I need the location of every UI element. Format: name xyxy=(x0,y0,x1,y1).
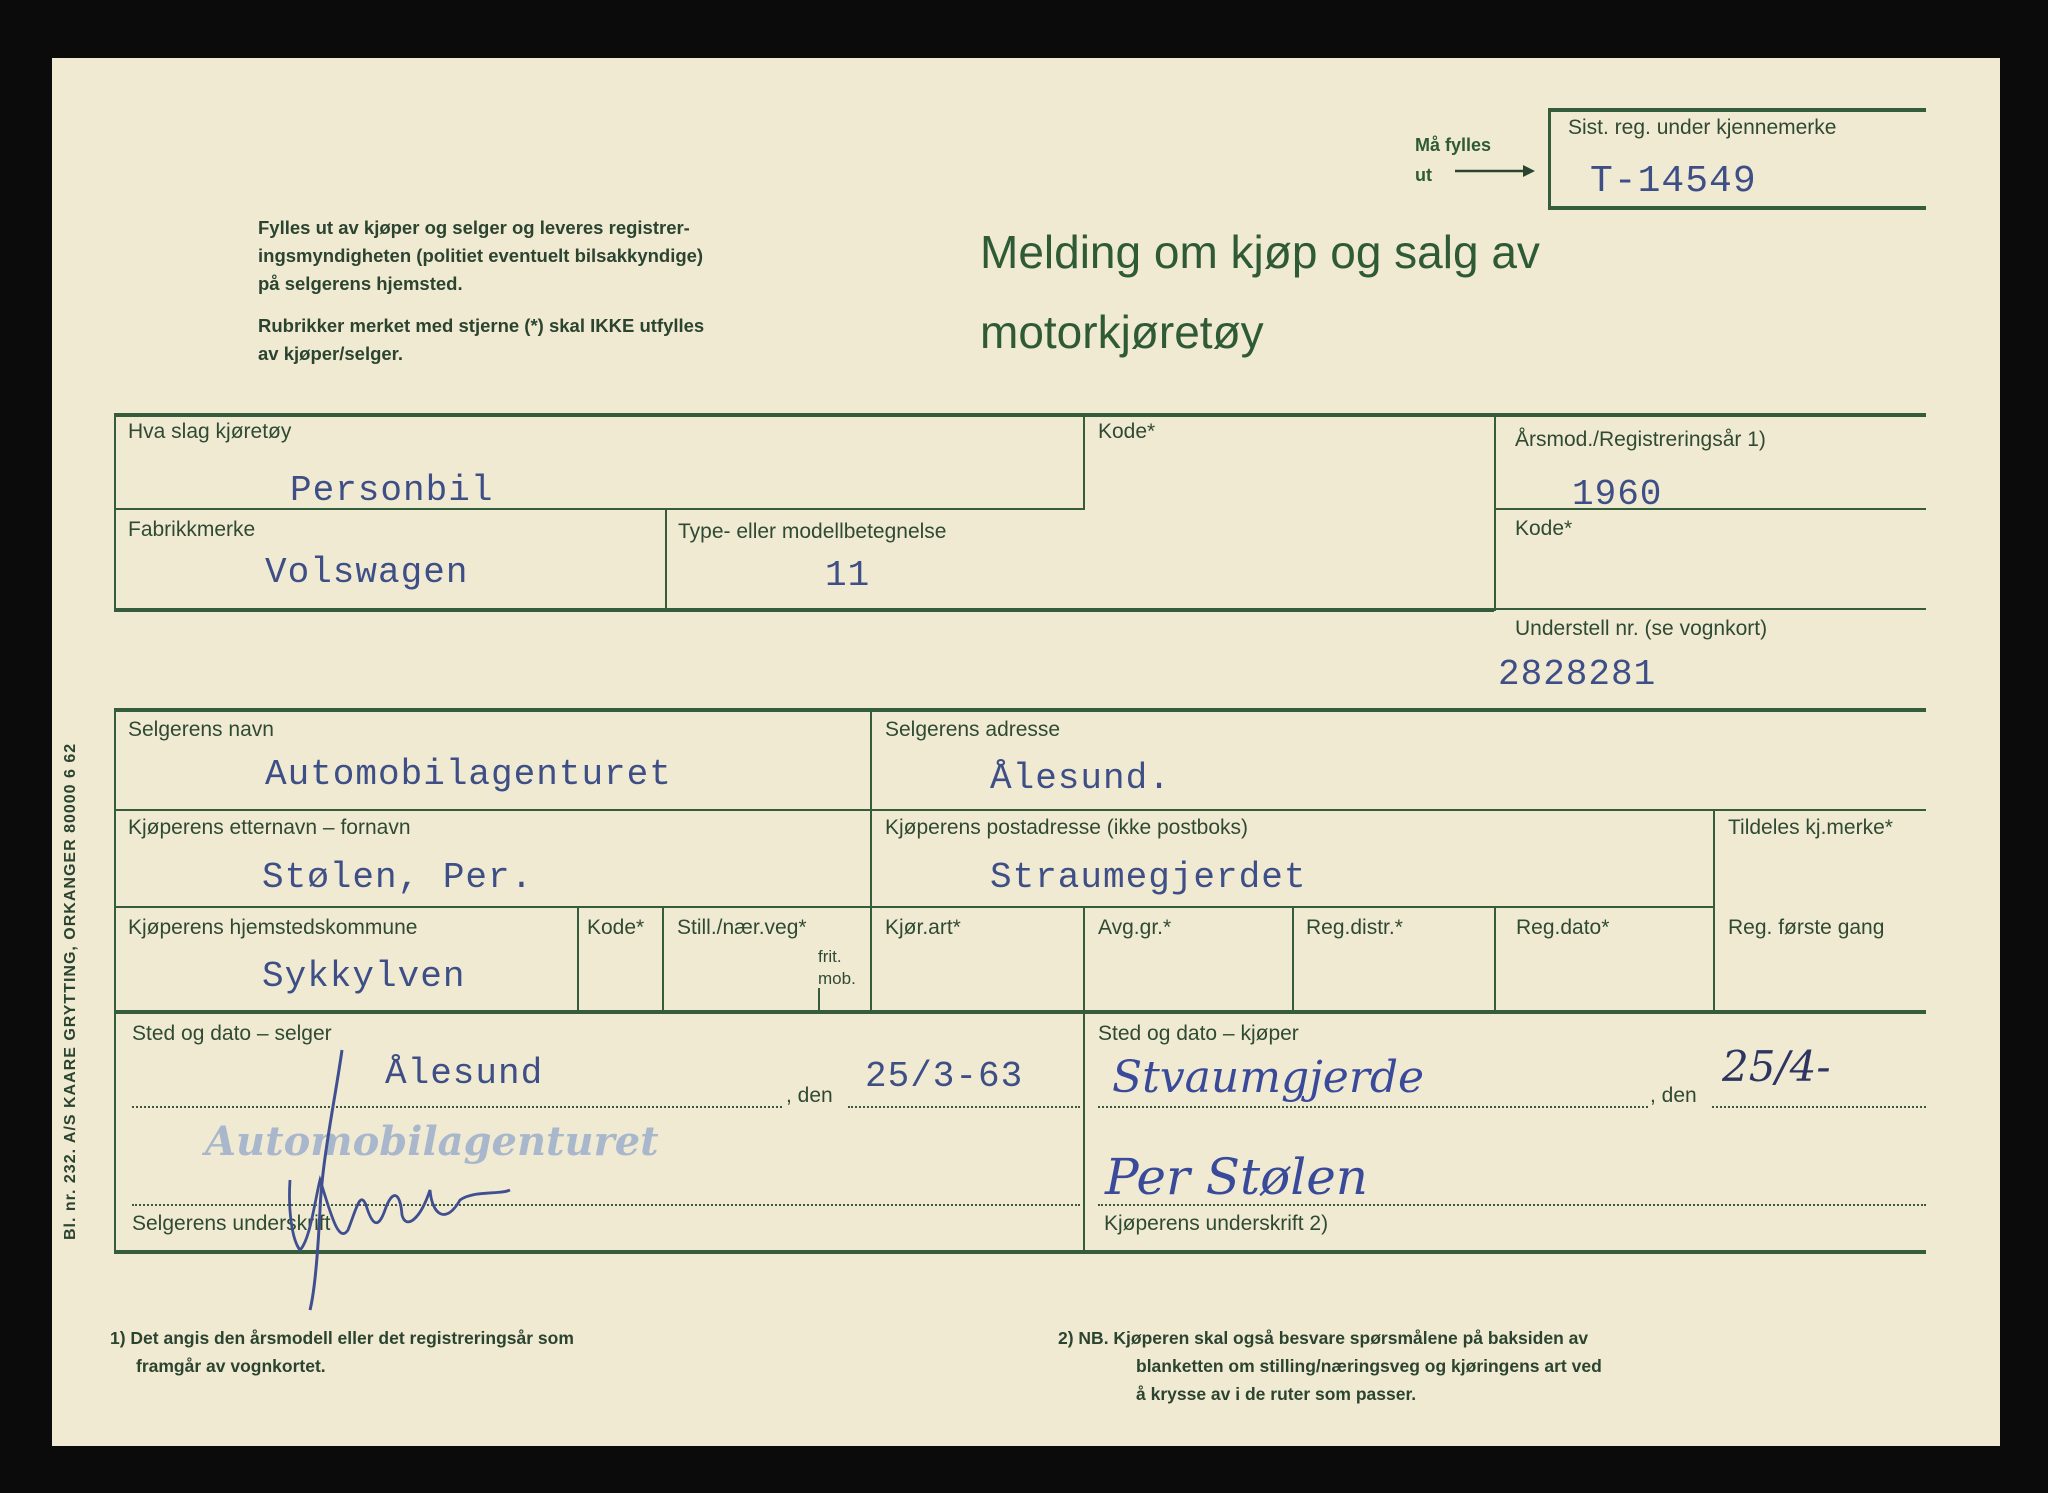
dotted-line xyxy=(848,1106,1080,1108)
seller-name-value: Automobilagenturet xyxy=(265,754,672,795)
rule xyxy=(1083,1010,1085,1254)
instructions: Fylles ut av kjøper og selger og leveres registrer- ingsmyndigheten (politiet eventuelt bilsakkyndige) på selgerens hjemsted. Rubrikker merket med stjerne (*) skal IKKE utfylles av kjøper/selger. xyxy=(258,217,705,364)
form-title: Melding om kjøp og salg av motorkjøretøy xyxy=(980,226,1540,358)
make-value: Volswagen xyxy=(265,552,469,593)
rule xyxy=(1083,906,1085,1014)
reg-value: T-14549 xyxy=(1590,160,1757,203)
rule xyxy=(870,708,872,1014)
arrow-right-icon xyxy=(1455,163,1535,179)
rule xyxy=(114,1010,1926,1014)
seller-address-label: Selgerens adresse xyxy=(885,718,1061,741)
year-value: 1960 xyxy=(1572,474,1663,515)
reg-label: Sist. reg. under kjennemerke xyxy=(1568,116,1837,139)
seller-date-value: 25/3-63 xyxy=(865,1056,1024,1097)
rule xyxy=(114,413,116,611)
dotted-line xyxy=(1712,1106,1926,1108)
rule xyxy=(1494,608,1926,610)
occupation-label: Still./nær.veg* xyxy=(677,916,807,939)
seller-place-label: Sted og dato – selger xyxy=(132,1022,332,1045)
rule xyxy=(114,1010,116,1254)
rule xyxy=(114,608,1494,612)
reg-box-bottom xyxy=(1548,206,1926,210)
buyer-name-value: Stølen, Per. xyxy=(262,857,534,898)
reg-box-top xyxy=(1548,108,1926,112)
buyer-place-value: Stvaumgjerde xyxy=(1112,1052,1425,1103)
avggr-label: Avg.gr.* xyxy=(1098,916,1172,939)
buyer-sign-label: Kjøperens underskrift 2) xyxy=(1104,1212,1329,1235)
seller-address-value: Ålesund. xyxy=(990,758,1171,799)
rule xyxy=(1292,906,1294,1014)
make-label: Fabrikkmerke xyxy=(128,518,256,541)
municipality-value: Sykkylven xyxy=(262,956,466,997)
seller-stamp: Automobilagenturet xyxy=(205,1118,659,1165)
rule xyxy=(1494,508,1926,510)
rule xyxy=(818,988,820,1010)
seller-signature xyxy=(260,1040,520,1320)
frit-mob-label: frit. mob. xyxy=(818,947,856,988)
municipality-label: Kjøperens hjemstedskommune xyxy=(128,916,418,939)
regdistr-label: Reg.distr.* xyxy=(1306,916,1403,939)
rule xyxy=(662,906,664,1014)
model-label: Type- eller modellbetegnelse xyxy=(678,520,947,543)
rule xyxy=(114,508,1083,510)
rule xyxy=(1494,906,1496,1014)
rule xyxy=(114,413,1926,417)
buyer-signature: Per Stølen xyxy=(1105,1148,1369,1206)
seller-name-label: Selgerens navn xyxy=(128,718,274,741)
den-label: , den xyxy=(1650,1084,1697,1107)
code-label: Kode* xyxy=(1098,420,1156,443)
den-label: , den xyxy=(786,1084,833,1107)
chassis-label: Understell nr. (se vognkort) xyxy=(1515,617,1768,640)
kode-label: Kode* xyxy=(587,916,645,939)
rule xyxy=(577,906,579,1014)
code2-label: Kode* xyxy=(1515,517,1573,540)
kjorart-label: Kjør.art* xyxy=(885,916,961,939)
year-label: Årsmod./Registreringsår 1) xyxy=(1515,428,1766,451)
reg-box-left xyxy=(1548,110,1551,210)
model-value: 11 xyxy=(825,555,871,596)
vehicle-kind-value: Personbil xyxy=(290,470,494,511)
margin-print: Bl. nr. 232. A/S KAARE GRYTTING, ORKANGER 80000 6 62 xyxy=(62,742,79,1240)
buyer-place-label: Sted og dato – kjøper xyxy=(1098,1022,1299,1045)
dotted-line xyxy=(1098,1106,1648,1108)
must-fill-label: Må fylles ut xyxy=(1415,135,1492,185)
rule xyxy=(665,508,667,610)
buyer-address-label: Kjøperens postadresse (ikke postboks) xyxy=(885,816,1248,839)
rule xyxy=(1713,809,1715,1014)
rule xyxy=(114,708,1926,712)
buyer-address-value: Straumegjerdet xyxy=(990,857,1307,898)
regforste-label: Reg. første gang xyxy=(1728,916,1885,939)
buyer-date-value: 25/4- xyxy=(1722,1042,1831,1091)
rule xyxy=(1494,413,1496,611)
seller-place-value: Ålesund xyxy=(385,1053,544,1094)
vehicle-kind-label: Hva slag kjøretøy xyxy=(128,420,292,443)
rule xyxy=(114,809,1926,811)
dotted-line xyxy=(1098,1204,1926,1206)
chassis-value: 2828281 xyxy=(1498,654,1657,695)
footnote-2: 2) NB. Kjøperen skal også besvare spørsmålene på baksiden av blanketten om stilling/næringsveg og kjøringens art ved å krysse av i de ruter som passer. xyxy=(1058,1328,1602,1404)
rule xyxy=(114,708,116,1014)
buyer-name-label: Kjøperens etternavn – fornavn xyxy=(128,816,411,839)
seller-sign-label: Selgerens underskrift xyxy=(132,1212,331,1235)
regdato-label: Reg.dato* xyxy=(1516,916,1610,939)
plate-label: Tildeles kj.merke* xyxy=(1728,816,1893,839)
footnote-1: 1) Det angis den årsmodell eller det registreringsår som framgår av vognkortet. xyxy=(110,1328,574,1376)
rule xyxy=(114,906,1713,908)
rule xyxy=(1083,413,1085,510)
